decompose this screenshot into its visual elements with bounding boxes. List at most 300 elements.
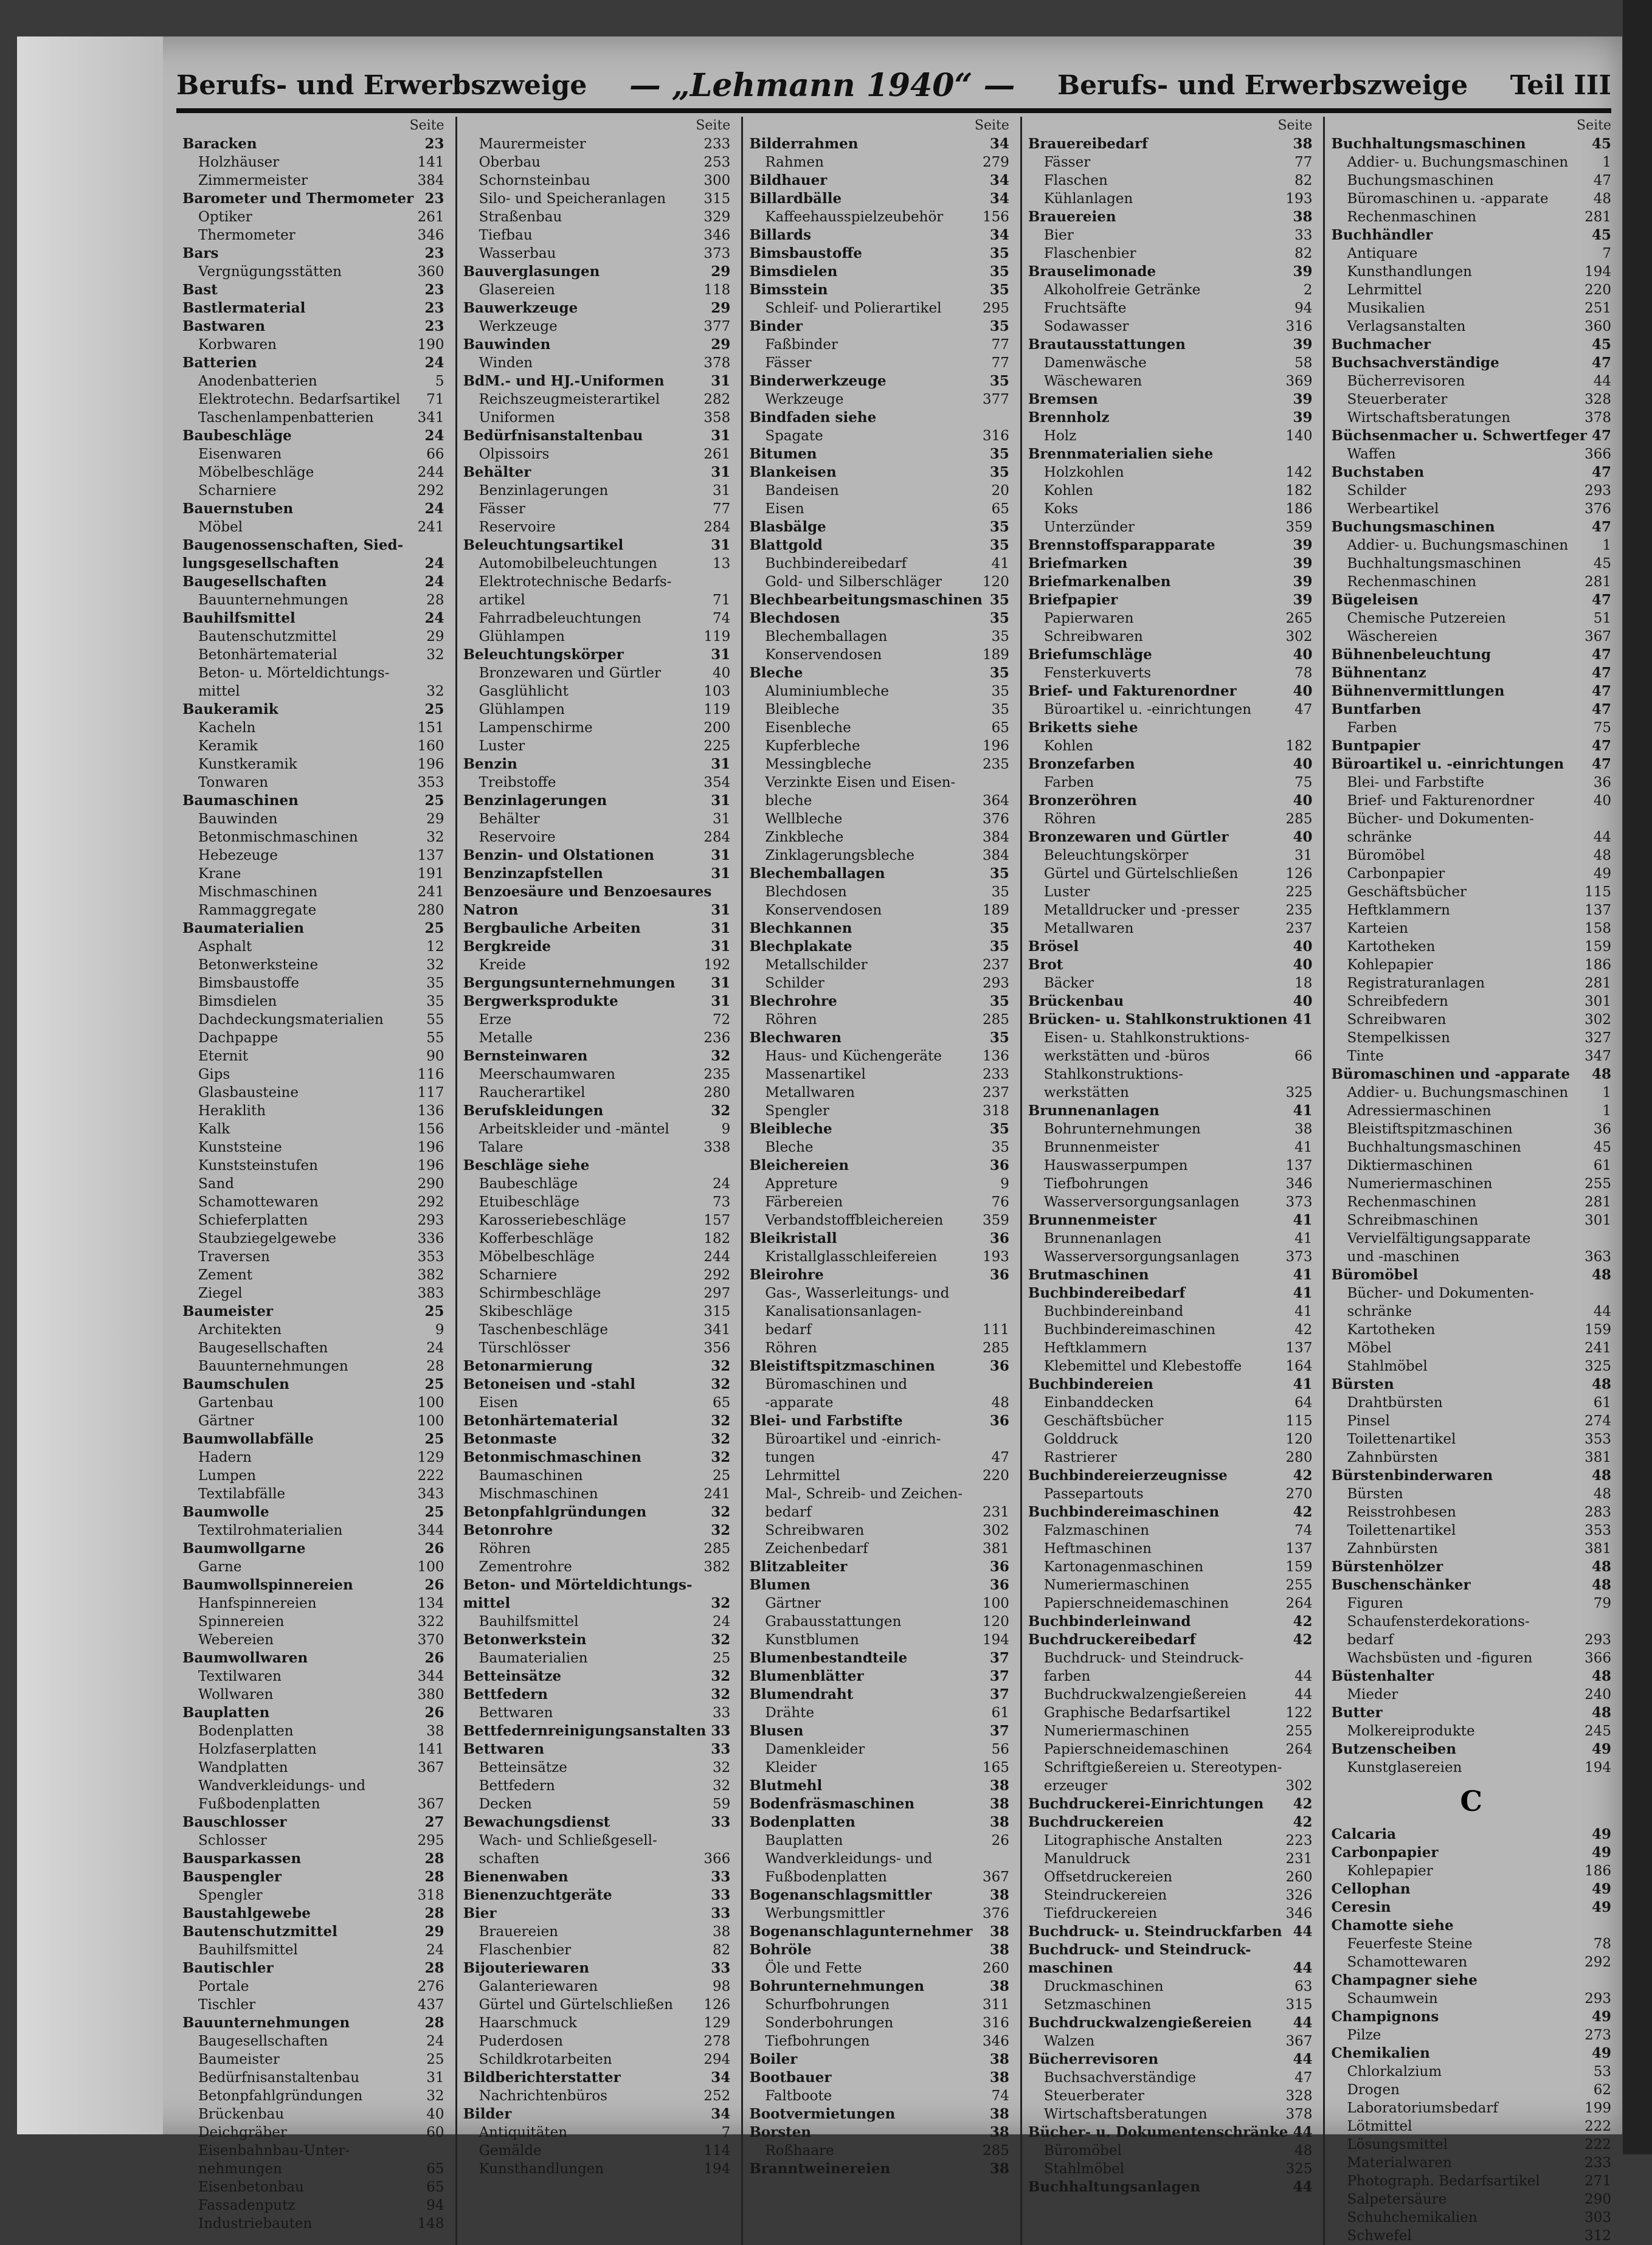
index-subentry [1028,1777,1313,1795]
entry-term: Buchbindereimaschinen [1028,1504,1220,1520]
entry-term: Bettfedern [479,1778,555,1794]
entry-term: Blechdosen [749,610,840,626]
entry-page: 142 [1285,465,1313,480]
entry-term: Mischmaschinen [479,1486,598,1502]
entry-term: Brennstoffsparapparate [1028,537,1215,553]
entry-term: Natron [463,902,519,918]
entry-term: Damenkleider [765,1742,865,1757]
entry-page: 367 [1285,2033,1313,2049]
index-subentry [182,1740,444,1759]
index-subentry [1028,1576,1313,1594]
index-subentry [463,1977,731,1996]
entry-term: Mischmaschinen [198,884,318,900]
index-subentry [182,865,444,883]
index-subentry [182,463,444,482]
entry-term: Brennholz [1028,409,1110,426]
index-heading [1028,682,1313,700]
index-heading [749,135,1009,153]
entry-term: Dachdeckungsmaterialien [198,1012,384,1028]
index-subentry [463,135,731,153]
entry-term: Walzen [1043,2033,1095,2049]
index-heading [1331,1576,1611,1594]
entry-term: Schriftgießereien u. Stereotypen- [1043,1760,1282,1776]
index-subentry [1331,865,1611,883]
index-subentry [749,1448,1009,1467]
index-heading [749,372,1009,390]
entry-page: 49 [1591,1899,1611,1915]
index-subentry [749,354,1009,372]
index-subentry [1331,1029,1611,1047]
entry-page: 32 [711,1102,731,1119]
entry-term: Betonmischmaschinen [463,1449,641,1465]
entry-term: Bauspengler [182,1869,282,1885]
entry-term: Butter [1331,1704,1383,1721]
entry-term: Baumaterialien [479,1650,588,1666]
entry-term: Bremsen [1028,391,1098,407]
entry-page: 40 [1293,756,1313,772]
entry-page: 353 [417,1249,444,1265]
index-subentry [182,755,444,773]
entry-term: Numeriermaschinen [1043,1723,1189,1739]
index-subentry [1028,2105,1313,2123]
entry-term: Bedürfnisanstaltenbau [198,2070,360,2086]
entry-page: 48 [1591,1558,1611,1575]
entry-page: 32 [711,1431,731,1447]
entry-page: 24 [713,1176,731,1192]
index-subentry [463,244,731,263]
entry-page: 346 [703,227,731,243]
index-heading [749,865,1009,883]
index-subentry [463,1175,731,1193]
entry-page: 255 [1585,1176,1611,1192]
entry-page: 160 [417,738,444,754]
entry-term: Büroartikel u. -einrichtungen [1043,702,1252,718]
entry-page: 32 [711,1668,731,1684]
entry-term: Meerschaumwaren [479,1067,615,1082]
index-heading [463,1448,731,1467]
entry-page: 25 [424,920,444,936]
index-subentry [182,208,444,226]
index-subentry [1331,919,1611,938]
entry-term: Heftmaschinen [1043,1541,1152,1557]
entry-term: Graphische Bedarfsartikel [1043,1705,1231,1721]
entry-term: Baubeschläge [479,1176,578,1192]
entry-term: Tonwaren [198,775,269,790]
entry-term: Chemische Putzereien [1347,611,1506,626]
entry-term: Tinte [1347,1048,1384,1064]
entry-page: 38 [989,2160,1009,2177]
entry-page: 189 [982,902,1009,918]
index-heading [1028,1284,1313,1302]
entry-page: 302 [1585,1012,1611,1028]
entry-page: 34 [711,2106,731,2122]
entry-page: 377 [703,319,731,334]
index-heading [749,409,1009,427]
entry-term: Manuldruck [1043,1851,1130,1867]
entry-term: Buchhändler [1331,227,1433,243]
entry-page: 315 [703,191,731,207]
index-heading [463,1503,731,1521]
entry-term: Fässer [1043,154,1091,170]
index-heading [182,1430,444,1448]
entry-term: Bürsten [1331,1376,1394,1392]
entry-term: Büromöbel [1347,848,1425,863]
entry-page: 23 [424,300,444,316]
index-subentry [182,1230,444,1248]
entry-page: 252 [703,2088,731,2104]
entry-term: Kanalisationsanlagen- [765,1304,922,1320]
entry-term: Bäcker [1043,975,1094,991]
entry-page: 292 [417,483,444,499]
entry-page: 369 [1285,373,1313,389]
entry-term: bleche [765,793,812,809]
entry-term: Wandverkleidungs- und [765,1851,933,1867]
index-heading [463,992,731,1011]
entry-term: Schamottewaren [198,1194,319,1210]
index-heading [463,901,731,919]
index-subentry [182,664,444,682]
index-heading [463,755,731,773]
index-heading [1331,1740,1611,1759]
entry-page: 41 [1293,1212,1313,1228]
entry-term: Industriebauten [198,2216,313,2232]
index-subentry [182,2050,444,2069]
index-subentry [749,208,1009,226]
entry-term: Bleirohre [749,1267,824,1283]
index-heading [749,919,1009,938]
index-heading [463,974,731,992]
entry-page: 47 [1591,738,1611,754]
entry-page: 282 [703,392,731,407]
entry-term: Wirtschaftsberatungen [1043,2106,1208,2122]
entry-term: Werkzeuge [479,319,558,334]
index-heading [1331,463,1611,482]
index-subentry [1331,810,1611,828]
entry-term: Architekten [198,1322,282,1338]
entry-term: Wach- und Schließgesell- [479,1833,657,1849]
entry-term: Einbanddecken [1043,1395,1154,1411]
entry-term: Elektrotechnische Bedarfs- [479,574,672,590]
index-subentry [749,646,1009,664]
index-subentry [1331,1613,1611,1631]
entry-page: 378 [703,355,731,371]
index-heading [749,2160,1009,2178]
index-heading [182,1375,444,1394]
entry-term: Diktiermaschinen [1347,1158,1473,1174]
entry-term: Kacheln [198,720,256,736]
index-heading [749,1029,1009,1047]
entry-page: 47 [991,1450,1009,1465]
entry-term: Bildberichterstatter [463,2069,621,2086]
index-subentry [182,390,444,409]
entry-term: Baumeister [198,2052,280,2067]
entry-term: Chlorkalzium [1347,2064,1442,2080]
entry-term: Schreibwaren [765,1523,865,1538]
entry-page: 75 [1294,775,1313,790]
entry-term: Rahmen [765,154,824,170]
entry-page: 382 [703,1559,731,1575]
index-subentry [182,992,444,1011]
entry-page: 79 [1593,1596,1611,1611]
entry-page: 9 [435,1322,444,1338]
entry-page: 41 [1293,1011,1313,1028]
index-subentry [749,1503,1009,1521]
index-subentry [182,737,444,755]
entry-page: 39 [1293,391,1313,407]
entry-page: 240 [1585,1687,1611,1703]
entry-page: 376 [982,811,1009,827]
entry-page: 32 [711,1631,731,1648]
entry-term: Buschenschänker [1331,1577,1471,1593]
entry-page: 302 [982,1523,1009,1538]
entry-page: 7 [721,2125,731,2140]
index-heading [463,1430,731,1448]
entry-term: Korbwaren [198,337,277,353]
index-heading [1331,2008,1611,2026]
entry-term: Baumaschinen [182,792,299,809]
index-subentry [749,1850,1009,1868]
entry-page: 100 [982,1596,1009,1611]
entry-page: 329 [703,209,731,225]
header-part: Teil III [1510,69,1611,101]
entry-page: 25 [424,701,444,718]
entry-page: 40 [1293,646,1313,663]
index-subentry [749,390,1009,409]
entry-term: Bogenanschlagunternehmer [749,1923,973,1940]
entry-term: Sand [198,1176,235,1192]
entry-term: Bücherrevisoren [1028,2051,1159,2067]
entry-page: 196 [417,756,444,772]
entry-page: 24 [424,573,444,590]
entry-term: Automobilbeleuchtungen [479,556,657,572]
entry-term: Bauhilfsmittel [479,1614,579,1630]
index-subentry [463,591,731,609]
entry-term: Büchsenmacher u. Schwertfeger [1331,427,1587,444]
entry-term: Wäschewaren [1043,373,1142,389]
entry-term: Briefpapier [1028,592,1118,608]
entry-term: Kohlen [1043,738,1093,754]
entry-page: 32 [711,1504,731,1520]
entry-term: Buchdruckereibedarf [1028,1631,1196,1648]
entry-term: Metalldrucker und -presser [1043,902,1239,918]
entry-page: 2 [1303,282,1313,298]
index-subentry [1028,846,1313,865]
entry-page: 255 [1285,1577,1313,1593]
index-subentry [749,846,1009,865]
entry-page: 222 [1585,2137,1611,2153]
entry-page: 300 [703,173,731,189]
index-heading [1028,1923,1313,1941]
index-subentry [463,1540,731,1558]
entry-term: Beton- und Mörteldichtungs- [463,1577,693,1593]
entry-term: Bergwerksprodukte [463,993,618,1009]
entry-page: 29 [424,1923,444,1940]
entry-page: 265 [1285,611,1313,626]
index-subentry [463,2087,731,2105]
entry-page: 115 [1585,884,1611,900]
entry-term: Konservendosen [765,902,882,918]
index-heading [182,1540,444,1558]
index-subentry [1331,938,1611,956]
entry-page: 165 [982,1760,1009,1776]
entry-term: Textilwaren [198,1669,282,1684]
entry-page: 32 [711,1048,731,1064]
index-subentry [1331,1686,1611,1704]
index-heading [463,1686,731,1704]
index-subentry [1028,1138,1313,1157]
entry-page: 311 [982,1997,1009,2013]
index-subentry [1028,1065,1313,1084]
index-subentry [1028,1759,1313,1777]
entry-page: 384 [982,848,1009,863]
entry-term: Kartotheken [1347,939,1436,955]
seite-label: Seite [696,118,731,133]
entry-page: 360 [1585,319,1611,334]
entry-page: 35 [989,1121,1009,1137]
index-subentry [749,792,1009,810]
entry-term: Verzinkte Eisen und Eisen- [765,775,956,790]
entry-page: 29 [711,263,731,280]
entry-page: 346 [982,2033,1009,2049]
entry-page: 31 [426,2070,444,2086]
entry-page: 292 [417,1194,444,1210]
index-subentry [1028,1686,1313,1704]
entry-page: 26 [424,1650,444,1666]
entry-page: 35 [989,537,1009,553]
index-subentry [463,1266,731,1284]
entry-page: 312 [1585,2228,1611,2244]
entry-term: Spengler [765,1103,829,1119]
entry-page: 31 [713,483,731,499]
entry-term: Ceresin [1331,1899,1391,1915]
index-subentry [182,2069,444,2087]
index-subentry [463,317,731,336]
entry-term: Antiquare [1347,246,1418,261]
entry-page: 156 [417,1121,444,1137]
index-subentry [749,956,1009,974]
index-heading [182,354,444,372]
index-subentry [749,1594,1009,1613]
entry-page: 280 [417,902,444,918]
index-subentry [1331,1412,1611,1430]
entry-page: 47 [1591,683,1611,699]
index-heading [1331,1375,1611,1394]
entry-term: Bürstenhölzer [1331,1558,1443,1575]
entry-page: 32 [711,1358,731,1374]
header-rule [176,108,1611,113]
entry-page: 31 [1294,848,1313,863]
entry-term: Werbungsmittler [765,1906,885,1922]
index-subentry [182,773,444,792]
entry-term: Batterien [182,355,257,371]
index-subentry [182,1138,444,1157]
entry-page: 74 [1294,1523,1313,1538]
index-heading [1331,1704,1611,1722]
entry-page: 38 [989,1923,1009,1940]
entry-page: 33 [711,1887,731,1903]
entry-term: Bücher- u. Dokumentenschränke [1028,2124,1288,2140]
entry-term: Gips [198,1067,230,1082]
entry-page: 137 [1285,1340,1313,1356]
index-heading [1028,409,1313,427]
entry-term: mittel [198,683,240,699]
index-subentry [1331,1175,1611,1193]
entry-page: 302 [1285,1778,1313,1794]
entry-term: Schildkrotarbeiten [479,2052,612,2067]
entry-page: 297 [703,1285,731,1301]
entry-page: 377 [982,392,1009,407]
index-heading [749,2069,1009,2087]
entry-page: 100 [417,1559,444,1575]
entry-page: 261 [703,446,731,462]
entry-term: Massenartikel [765,1067,866,1082]
entry-term: Lumpen [198,1468,257,1484]
entry-page: 35 [989,610,1009,626]
index-heading [463,463,731,482]
entry-page: 47 [1591,592,1611,608]
entry-term: Schreibfedern [1347,994,1448,1009]
entry-term: Baumwollspinnereien [182,1577,353,1593]
index-heading [1331,1880,1611,1898]
index-subentry [1331,1521,1611,1540]
entry-page: 378 [1285,2106,1313,2122]
index-subentry [463,1011,731,1029]
index-heading [749,1813,1009,1832]
entry-page: 134 [417,1596,444,1611]
index-subentry [463,810,731,828]
entry-term: schaften [479,1851,539,1867]
entry-term: Vervielfältigungsapparate [1347,1231,1531,1247]
entry-page: 192 [703,957,731,973]
entry-page: 48 [1591,1668,1611,1684]
index-subentry [1028,1540,1313,1558]
entry-page: 38 [989,1978,1009,1994]
entry-page: 38 [989,1887,1009,1903]
entry-page: 358 [703,410,731,426]
entry-page: 260 [982,1960,1009,1976]
entry-term: Sodawasser [1043,319,1129,334]
index-subentry [182,1594,444,1613]
entry-term: Textilrohmaterialien [198,1523,343,1538]
index-subentry [1331,1540,1611,1558]
entry-page: 26 [424,1704,444,1721]
entry-term: Bernsteinwaren [463,1048,588,1064]
index-subentry [1331,956,1611,974]
entry-page: 40 [713,665,731,681]
index-subentry [749,1832,1009,1850]
entry-term: Blitzableiter [749,1558,848,1575]
entry-term: Messingbleche [765,756,871,772]
entry-term: Holzfaserplatten [198,1742,317,1757]
entry-page: 28 [426,592,444,608]
entry-term: Wellbleche [765,811,843,827]
entry-term: Appreture [765,1176,838,1192]
index-subentry [749,1430,1009,1448]
entry-term: Schreibwaren [1043,629,1143,645]
entry-term: Behälter [463,464,531,480]
entry-term: Mal-, Schreib- und Zeichen- [765,1486,963,1502]
entry-term: Bergkreide [463,938,551,955]
entry-term: Stempelkissen [1347,1030,1450,1046]
index-subentry [182,2032,444,2050]
entry-term: lungsgesellschaften [182,555,339,572]
index-subentry [1028,171,1313,190]
entry-page: 62 [1593,2082,1611,2098]
entry-page: 36 [989,1157,1009,1174]
entry-page: 61 [1593,1158,1611,1174]
entry-term: Blattgold [749,537,823,553]
index-subentry [182,938,444,956]
